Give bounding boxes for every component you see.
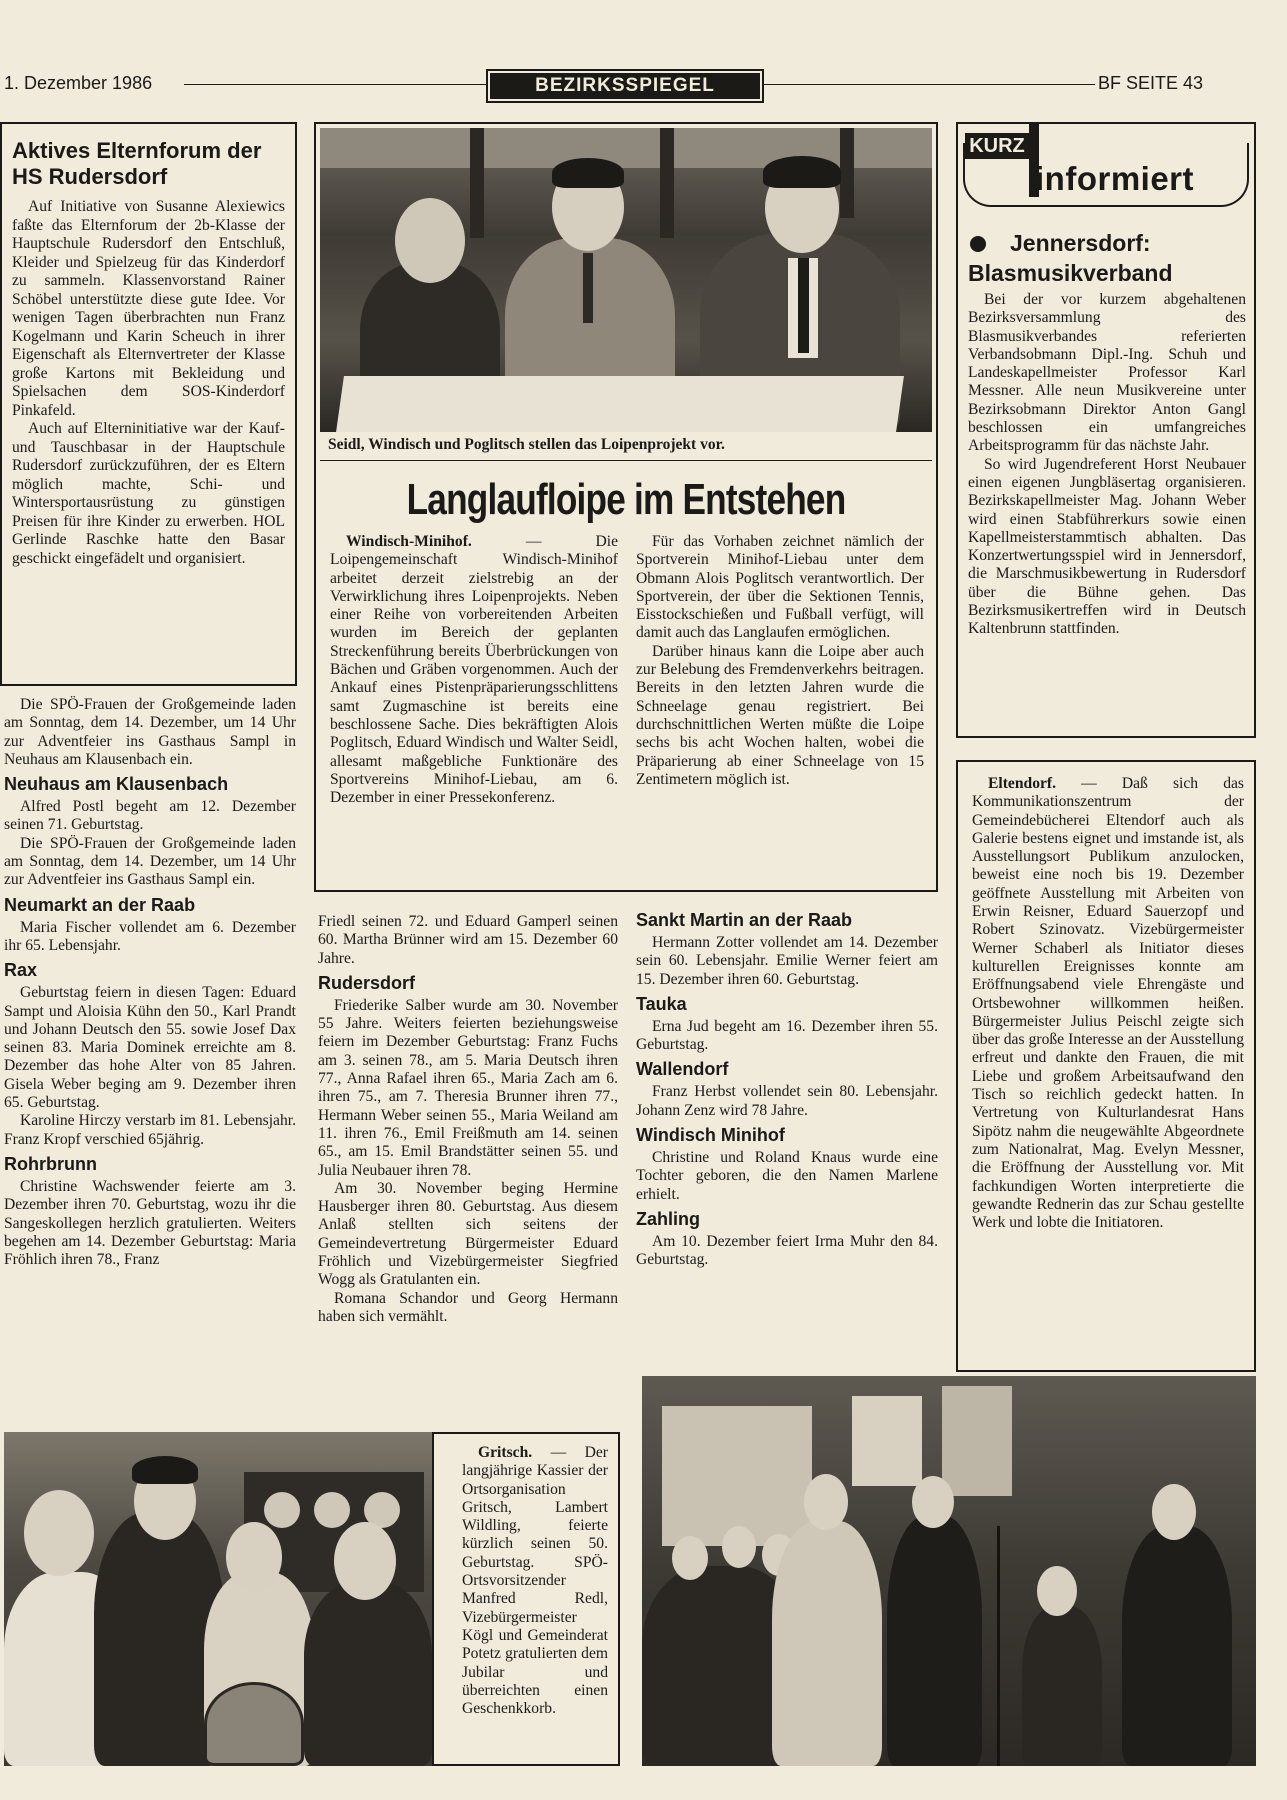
header-rule-right xyxy=(764,84,1095,85)
kurz-paragraph-2: So wird Jugendreferent Horst Neubauer einen eigenen Jungbläsertag organisieren. Bezirkskapellmeister Mag. Johann Weber wird einen Stabführerkurs sowie einen Kapellmeisterstammtisch abhalten. Das Konzertwertungsspiel wird in Jennersdorf, die Marschmusikbewertung in Rudersdorf über die Bühne gehen. Das Bezirksmusikertreffen wird in Deutsch Kaltenbrunn stattfinden. xyxy=(968,455,1246,638)
neuhaus-paragraph-1: Alfred Postl begeht am 12. Dezember seinen 71. Geburtstag. xyxy=(4,798,296,834)
main-photo-caption: Seidl, Windisch und Poglitsch stellen das Loipenprojekt vor. xyxy=(328,436,725,453)
photo-head-4 xyxy=(334,1522,396,1600)
zahling-paragraph: Am 10. Dezember feiert Irma Muhr den 84. Geburtstag. xyxy=(636,1232,938,1269)
rudersdorf-paragraph-1: Friederike Salber wurde am 30. November 55 Jahre. Weiters feierten beziehungsweise feiern im Dezember Geburtstag: Franz Fuchs am 3. seinen 78., am 5. Maria Deutsch ihren 77., Anna Rafael ihren 65., Maria Zach am 6. ihren 75., am 7. Theresia Brunner ihren 77., Hermann Weber seinen 55., Maria Weiland am 11. ihren 76., Emil Freißmuth am 14. seinen 65., am 15. Emil Brandstätter seinen 55. und Julia Neubauer ihren 78. xyxy=(318,996,618,1179)
photo-painting-2 xyxy=(942,1386,1012,1496)
photo-head-3 xyxy=(226,1522,282,1592)
photo-plate-1 xyxy=(264,1492,300,1528)
continued-birthdays: Friedl seinen 72. und Eduard Gamperl seinen 60. Martha Brünner wird am 15. Dezember 60 Jahre. xyxy=(318,913,618,967)
windisch-minihof-paragraph: Christine und Roland Knaus wurde eine Tochter geboren, die den Namen Marlene erhielt. xyxy=(636,1149,938,1203)
photo-head-speaker xyxy=(1037,1566,1077,1616)
gritsch-dateline: Gritsch. xyxy=(478,1444,533,1461)
eltendorf-dateline: Eltendorf. xyxy=(988,775,1057,792)
elternforum-box xyxy=(0,122,297,686)
elternforum-body xyxy=(12,198,285,568)
heading-neuhaus: Neuhaus am Klausenbach xyxy=(4,774,229,795)
heading-windisch-minihof: Windisch Minihof xyxy=(636,1125,785,1146)
gritsch-text: — Der langjährige Kassier der Ortsorganisation Gritsch, Lambert Wildling, feierte kürzlich seinen 50. Geburtstag. SPÖ-Ortsvorsitzender Manfred Redl, Vizebürgermeister Kögl und Gemeinderat Potetz gratulierten dem Jubilar und überreichten einen Geschenkkorb. xyxy=(462,1444,608,1718)
neuhaus-paragraph-2: Die SPÖ-Frauen der Großgemeinde laden am Sonntag, dem 14. Dezember, um 14 Uhr zur Adventfeier ins Gasthaus Sampl ein. xyxy=(4,834,296,889)
main-story-text-1 xyxy=(330,533,618,807)
eltendorf-paragraph xyxy=(972,775,1244,1232)
photo-head-light-suit xyxy=(804,1474,848,1530)
right-middle-column xyxy=(636,908,938,1363)
logo-kurz-block: KURZ xyxy=(965,133,1029,159)
header-page-number: BF SEITE 43 xyxy=(1098,73,1204,93)
photo-microphone-stand xyxy=(997,1526,1000,1766)
photo-hair-windisch xyxy=(552,158,624,188)
main-headline: Langlaufloipe im Entstehen xyxy=(406,475,846,524)
photo-table-map xyxy=(336,376,904,432)
neumarkt-paragraph: Maria Fischer vollendet am 6. Dezember ihr 65. Lebensjahr. xyxy=(4,918,296,954)
photo-beam-3 xyxy=(840,128,854,218)
main-story-column-1 xyxy=(330,533,618,885)
kurz-headline: Jennersdorf: Blasmusikverband xyxy=(968,230,1173,286)
logo-informiert-text: informiert xyxy=(1035,160,1195,197)
photo-painting-1 xyxy=(852,1396,922,1486)
logo-underline-curve xyxy=(963,143,1249,207)
wallendorf-paragraph: Franz Herbst vollendet sein 80. Lebensjahr. Johann Zenz wird 78 Jahre. xyxy=(636,1083,938,1119)
rohrbrunn-paragraph: Christine Wachswender feierte am 3. Dezember ihren 70. Geburtstag, wozu ihr die Sangeskollegen herzlich gratulierten. Weiters begehen am 14. Dezember Geburtstag: Maria Fröhlich ihren 78., Franz xyxy=(4,1177,296,1269)
photo-tie-poglitsch xyxy=(798,258,809,353)
main-story-col2-paragraph-1: Für das Vorhaben zeichnet nämlich der Sportverein Minihof-Liebau unter dem Obmann Alois Poglitsch verantwortlich. Der Sportverein, der über die Sektionen Tennis, Eisstockschießen und Fußball verfügt, will damit auch das Langlaufen ermöglichen. xyxy=(636,533,924,642)
eltendorf-text: — Daß sich das Kommunikationszentrum der Gemeindebücherei Eltendorf auch als Galerie bestens eignet und imstande ist, als Ausstellungsort Publikum anzulocken, beweist eine noch bis 19. Dezember geöffnete Ausstellung mit Arbeiten von Erwin Reisner, Eduard Sauerzopf und Robert Szinovatz. Vizebürgermeister Werner Schaberl als Initiator dieses kulturellen Ereignisses konnte am Eröffnungsabend viele Ehrengäste und Ortsbewohner willkommen heißen. Bürgermeister Julius Peischl zeigte sich über das große Interesse an der Ausstellung erfreut und dankte den Frauen, die mit Liebe und großem Arbeitsaufwand den Tisch so reichlich gedeckt hatten. In Vertretung von Kulturlandesrat Hans Sipötz nahm die neugewählte Abgeordnete zum Nationalrat, Mag. Evelyn Messner, die Eröffnung der Ausstellung vor. Mit fachkundigen Worten interpretierte die gewandte Rednerin das zur Schau gestellte Werk und lobte die Initiatoren. xyxy=(972,775,1244,1232)
main-story-col1-text: — Die Loipengemeinschaft Windisch-Minihof arbeitet derzeit zielstrebig an der Verwirklichung ihres Loipenprojekts. Neben einer Reihe von vorbereitenden Arbeiten wurden im Bereich der geplanten Streckenführung bereits Überbrückungen von Bächen und Gräben vorgenommen. Auch der Ankauf eines Pistenpräparierungsschlittens samt Zugmaschine ist bereits eine beschlossene Sache. Dies bekräftigten Alois Poglitsch, Eduard Windisch und Walter Seidl, allesamt maßgebliche Funktionäre des Sportvereins Minihof-Liebau, am 6. Dezember in einer Pressekonferenz. xyxy=(330,533,618,807)
section-title: BEZIRKSSPIEGEL xyxy=(490,73,760,99)
spoe-frauen-note-1: Die SPÖ-Frauen der Großgemeinde laden am Sonntag, dem 14. Dezember, um 14 Uhr zur Adventfeier ins Gasthaus Sampl in Neuhaus am Klausenbach ein. xyxy=(4,696,296,768)
gritsch-body xyxy=(462,1444,608,1718)
eltendorf-exhibition-photo xyxy=(642,1376,1256,1766)
photo-head-1 xyxy=(24,1490,94,1576)
photo-hair-2 xyxy=(132,1456,198,1484)
header-date: 1. Dezember 1986 xyxy=(4,73,153,93)
photo-head-seidl xyxy=(395,198,465,283)
tauka-paragraph: Erna Jud begeht am 16. Dezember ihren 55. Geburtstag. xyxy=(636,1017,938,1054)
heading-rohrbrunn: Rohrbrunn xyxy=(4,1153,97,1174)
photo-person-right xyxy=(1122,1526,1232,1766)
heading-rudersdorf: Rudersdorf xyxy=(318,972,416,993)
photo-plate-2 xyxy=(314,1492,350,1528)
gritsch-caption-box xyxy=(432,1432,620,1766)
left-column xyxy=(4,696,296,1402)
heading-wallendorf: Wallendorf xyxy=(636,1059,729,1080)
rudersdorf-paragraph-3: Romana Schandor und Georg Hermann haben sich vermählt. xyxy=(318,1289,618,1325)
rax-paragraph-1: Geburtstag feiern in diesen Tagen: Eduard Sampt und Aloisia Kühn den 50., Karl Prandt und Johann Deutsch den 55. sowie Josef Dax seinen 83. Maria Dominek erreichte am 8. Dezember das hohe Alter von 85 Jahren. Gisela Weber beging am 9. Dezember ihren 65. Geburtstag. xyxy=(4,984,296,1112)
gritsch-paragraph xyxy=(462,1444,608,1718)
loipenprojekt-photo xyxy=(320,128,932,432)
heading-tauka: Tauka xyxy=(636,993,687,1014)
photo-head-dark-suit xyxy=(912,1476,954,1528)
photo-person-dark-suit xyxy=(887,1516,982,1766)
photo-hair-poglitsch xyxy=(763,156,841,188)
eltendorf-body xyxy=(972,775,1244,1232)
heading-zahling: Zahling xyxy=(636,1208,700,1229)
photo-speaker xyxy=(1022,1606,1102,1766)
sankt-martin-paragraph: Hermann Zotter vollendet am 14. Dezember sein 60. Lebensjahr. Emilie Werner feiert am 15. Dezember ihren 60. Geburtstag. xyxy=(636,934,938,988)
heading-rax: Rax xyxy=(4,960,38,981)
heading-sankt-martin: Sankt Martin an der Raab xyxy=(636,910,853,930)
photo-doorway xyxy=(662,1406,812,1546)
main-story-dateline: Windisch-Minihof. xyxy=(346,533,472,550)
photo-tie-windisch xyxy=(583,253,593,323)
rax-paragraph-2: Karoline Hirczy verstarb im 81. Lebensjahr. Franz Kropf verschied 65jährig. xyxy=(4,1112,296,1148)
kurz-paragraph-1: Bei der vor kurzem abgehaltenen Bezirksversammlung des Blasmusikverbandes referierten Verbandsobmann Dipl.-Ing. Schuh und Landeskapellmeister Professor Karl Messner. Alle neun Musikvereine unter Bezirksobmann Direktor Anton Gangl beschlossen ein umfangreiches Arbeitsprogramm für das nächste Jahr. xyxy=(968,291,1246,455)
photo-gift-basket xyxy=(204,1682,304,1766)
gritsch-photo xyxy=(4,1432,432,1766)
section-title-badge xyxy=(486,69,764,103)
photo-head-right xyxy=(1152,1484,1196,1540)
middle-column xyxy=(318,913,618,1413)
main-story-column-2 xyxy=(636,533,924,885)
photo-person-4 xyxy=(304,1582,432,1766)
kurz-body xyxy=(968,291,1246,733)
kurz-informiert-logo xyxy=(957,123,1255,215)
photo-beam-2 xyxy=(660,128,674,238)
rudersdorf-paragraph-2: Am 30. November beging Hermine Hausberger ihren 80. Geburtstag. Aus diesem Anlaß stellten sich seitens der Gemeindevertretung Bürgermeister Eduard Fröhlich und Vizebürgermeister Siegfried Wogg als Gratulanten ein. xyxy=(318,1179,618,1289)
photo-crowd-head-2 xyxy=(722,1526,756,1568)
elternforum-paragraph-2: Auch auf Elterninitiative war der Kauf- und Tauschbasar in der Hauptschule Rudersdorf zurückzuführen, der es Eltern möglich machte, Schi- und Wintersportausrüstung zu günstigen Preisen für ihre Kinder zu erwerben. HOL Gerlinde Raschke hatte den Basar geschickt eingefädelt und organisiert. xyxy=(12,420,285,567)
elternforum-paragraph-1: Auf Initiative von Susanne Alexiewics faßte das Elternforum der 2b-Klasse der Hauptschule Rudersdorf den Entschluß, Kleider und Spielzeug für das Kinderdorf zu sammeln. Klassenvorstand Rainer Schöbel unterstützte diese gute Idee. Vor wenigen Tagen überbrachten nun Franz Kogelmann und Karin Scheuch in ihrer Eigenschaft als Elternvertreter der Klasse große Kartons mit Bekleidung und Spielsachen dem SOS-Kinderdorf Pinkafeld. xyxy=(12,198,285,419)
heading-neumarkt: Neumarkt an der Raab xyxy=(4,894,196,915)
photo-person-light-suit xyxy=(772,1521,882,1766)
elternforum-title: Aktives Elternforum der HS Rudersdorf xyxy=(12,138,262,189)
header-rule-left xyxy=(184,84,486,85)
kurz-headline-wrap xyxy=(968,228,1248,288)
main-story-col2-paragraph-2: Darüber hinaus kann die Loipe aber auch zur Belebung des Fremdenverkehrs beitragen. Bereits in den letzten Jahren wurde die Schneelage genau registriert. Bei durchschnittlichen Werten müßte die Loipe sechs bis acht Wochen halten, wobei die Präparierung ab einer Schneelage von 15 Zentimetern möglich ist. xyxy=(636,642,924,788)
photo-crowd-head-1 xyxy=(672,1536,708,1580)
caption-rule xyxy=(320,460,932,461)
photo-beam-1 xyxy=(470,128,484,238)
eltendorf-box xyxy=(956,760,1256,1372)
bullet-icon xyxy=(970,236,986,252)
